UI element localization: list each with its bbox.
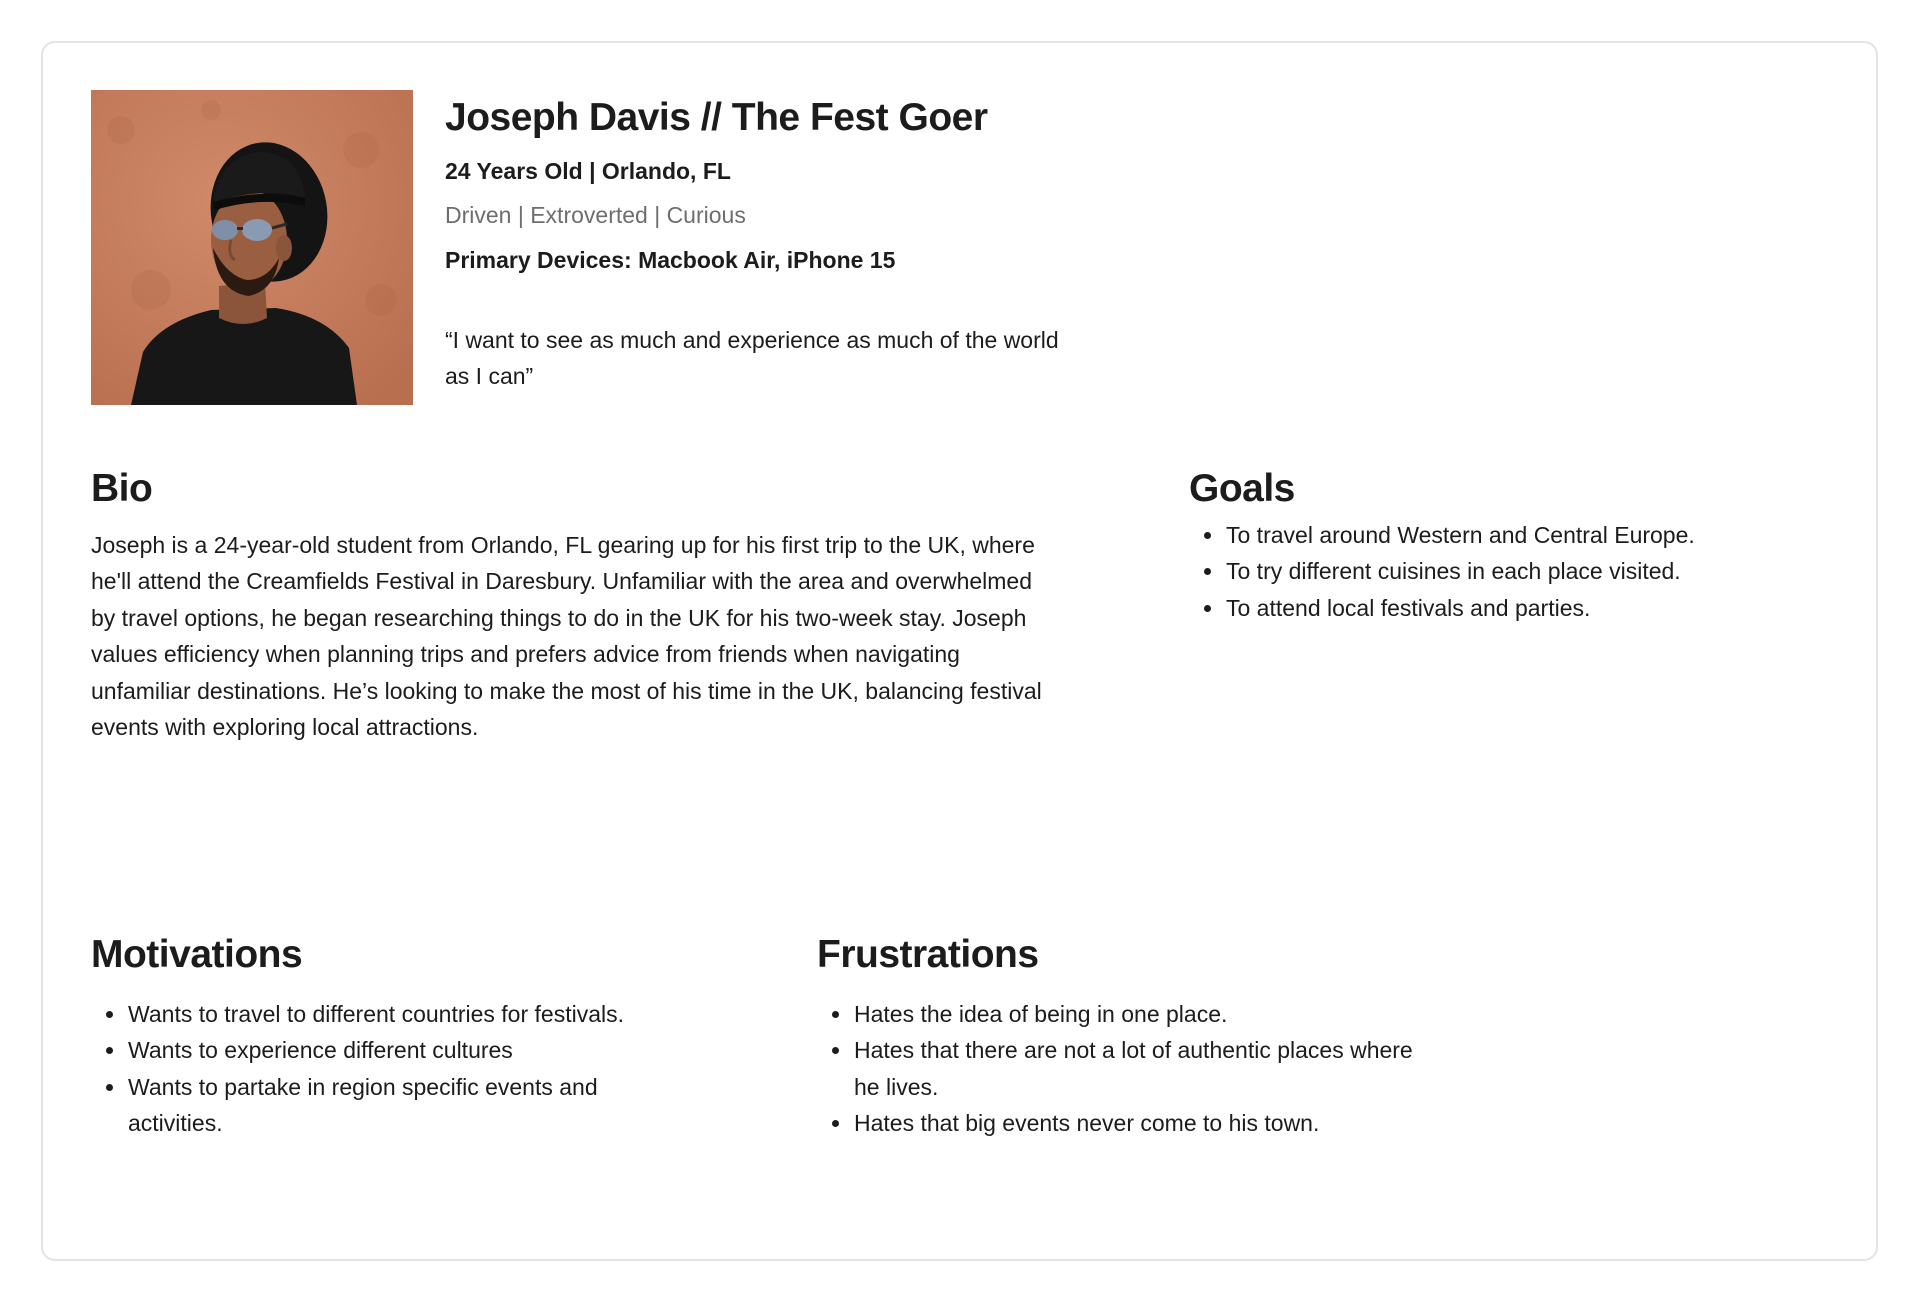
- goals-section: [1189, 466, 1829, 626]
- list-item: • To try different cuisines in each place visited.: [1225, 553, 1829, 590]
- persona-name: Joseph Davis // The Fest Goer: [445, 96, 988, 139]
- list-item: • Hates the idea of being in one place.: [853, 996, 1433, 1033]
- motivations-list: [91, 996, 697, 1142]
- bio-section: [91, 466, 1051, 746]
- persona-card: [41, 41, 1878, 1261]
- list-item: • Wants to experience different cultures: [127, 1032, 697, 1069]
- frustrations-section: [817, 932, 1457, 1142]
- goals-list: [1189, 517, 1829, 627]
- portrait-image: [91, 90, 413, 405]
- list-item: • To travel around Western and Central Europe.: [1225, 517, 1829, 554]
- bio-title: Bio: [91, 467, 153, 510]
- list-item: • Wants to travel to different countries for festivals.: [127, 996, 697, 1033]
- list-item: • Hates that there are not a lot of authentic places where he lives.: [853, 1032, 1433, 1105]
- persona-photo: [91, 90, 413, 405]
- bio-text: Joseph is a 24-year-old student from Orlando, FL gearing up for his first trip to the UK, where he'll attend the Creamfields Festival in Daresbury. Unfamiliar with the area and overwhelmed by travel options, he began researching things to do in the UK for his two-week stay. Joseph values efficiency when planning trips and prefers advice from friends when navigating unfamiliar destinations. He’s looking to make the most of his time in the UK, balancing festival events with exploring local attractions.: [91, 531, 1042, 741]
- goals-title: Goals: [1189, 467, 1295, 510]
- persona-header: [445, 95, 1085, 394]
- list-item: • Hates that big events never come to his town.: [853, 1105, 1433, 1142]
- motivations-title: Motivations: [91, 933, 303, 976]
- persona-quote: “I want to see as much and experience as much of the world as I can”: [445, 326, 1059, 389]
- motivations-section: [91, 932, 731, 1142]
- persona-traits: Driven | Extroverted | Curious: [445, 202, 746, 229]
- frustrations-title: Frustrations: [817, 933, 1039, 976]
- list-item: • To attend local festivals and parties.: [1225, 590, 1829, 627]
- list-item: • Wants to partake in region specific events and activities.: [127, 1069, 697, 1142]
- persona-devices: Primary Devices: Macbook Air, iPhone 15: [445, 246, 896, 273]
- frustrations-list: [817, 996, 1433, 1142]
- persona-age-location: 24 Years Old | Orlando, FL: [445, 157, 731, 184]
